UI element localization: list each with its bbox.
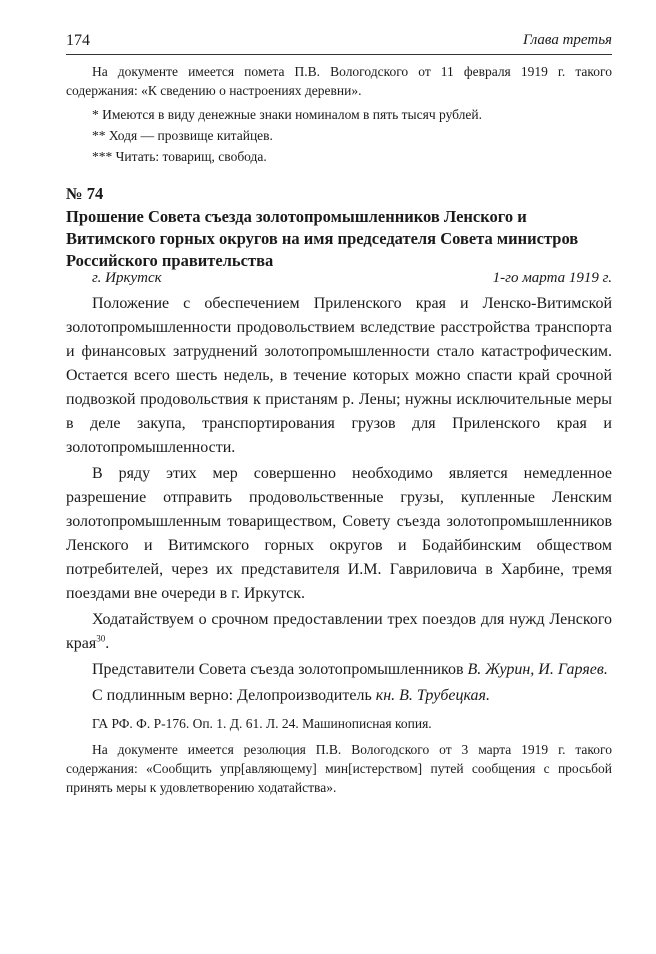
copy-certification [66, 684, 612, 708]
page-number: 174 [66, 32, 90, 49]
footnote-1: * Имеются в виду денежные знаки номиналом в пять тысяч рублей. [92, 107, 482, 122]
paragraph-3 [66, 608, 612, 656]
resolution-note: На документе имеется резолюция П.В. Вологодского от 3 марта 1919 г. такого содержания: «Сообщить упр[авляющему] мин[истерством] путей сообщения с просьбой принять меры к удовлетворению ходатайства». [66, 742, 612, 795]
paragraph-2: В ряду этих мер совершенно необходимо является немедленное разрешение отправить продовольственные грузы, купленные Ленским золотопромышленным товариществом, Совету съезда золотопромышленников Ленского и Витимского горных округов и Бодайбинским обществом потребителей, через их представителя И.М. Гавриловича в Харбине, тремя поездами вне очереди в г. Иркутск. [66, 465, 612, 602]
document-number: № 74 [66, 184, 104, 203]
document-body [66, 292, 612, 797]
dateline [66, 270, 612, 292]
previous-document-note [66, 62, 612, 100]
document-date: 1-го марта 1919 г. [492, 270, 612, 286]
paragraph-3-end: . [105, 635, 110, 652]
signature-line [66, 658, 612, 682]
signature-prefix: Представители Совета съезда золотопромышленников [92, 661, 468, 678]
document-place: г. Иркутск [92, 270, 162, 286]
document-title: Прошение Совета съезда золотопромышленников Ленского и Витимского горных округов на имя председателя Совета министров Российского правительства [66, 207, 579, 270]
paragraph-1: Положение с обеспечением Приленского края и Ленско-Витимской золотопромышленности продовольствием вследствие расстройства транспорта и финансовых затруднений золотопромышленности стало катастрофическим. Остается всего шесть недель, в течение которых можно спасти край срочной подвозкой продовольствия к пристаням р. Лены; нужны исключительные меры в деле закупа, транспортирования грузов для Приленского края и золотопромышленности. [66, 295, 612, 456]
archive-reference: ГА РФ. Ф. Р-176. Оп. 1. Д. 61. Л. 24. Машинописная копия. [92, 716, 432, 731]
footnote-2: ** Ходя — прозвище китайцев. [92, 128, 273, 143]
page-header [66, 30, 612, 55]
previous-note: На документе имеется помета П.В. Вологодского от 11 февраля 1919 г. такого содержания: «К сведению о настроениях деревни». [66, 64, 612, 98]
paragraph-3-text: Ходатайствуем о срочном предоставлении трех поездов для нужд Ленского края [66, 611, 612, 652]
endnote-reference: 30 [96, 633, 106, 644]
signature-names: В. Журин, И. Гаряев. [467, 661, 608, 678]
chapter-title: Глава третья [522, 32, 612, 48]
document-heading [66, 184, 612, 272]
copy-prefix: С подлинным верно: Делопроизводитель [92, 687, 376, 704]
copy-name: кн. В. Трубецкая. [375, 687, 490, 704]
footnote-3: *** Читать: товарищ, свобода. [92, 149, 267, 164]
footnotes [66, 104, 612, 167]
